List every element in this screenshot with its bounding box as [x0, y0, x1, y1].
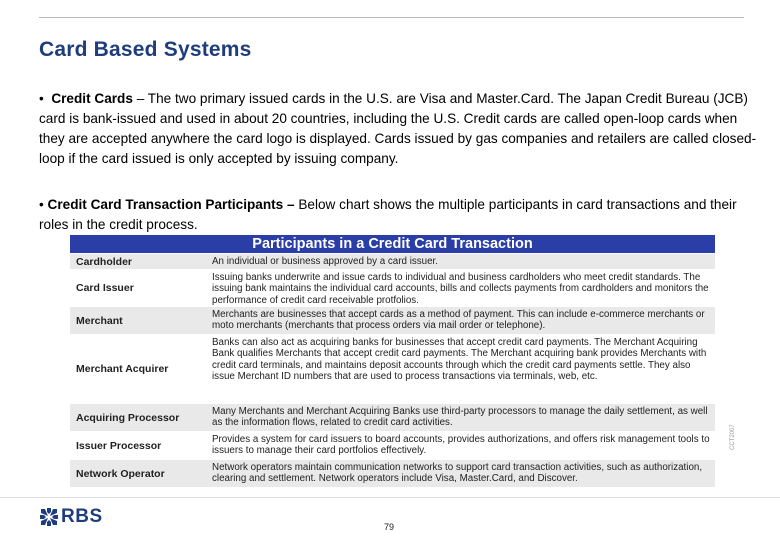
rbs-daisy-wheel-icon — [39, 507, 59, 527]
participant-name: Issuer Processor — [76, 439, 162, 452]
participant-role: Merchants are businesses that accept cards as a method of payment. This can include e-commerce merchants or moto merchants (merchants that process orders via mail order or telephone). — [212, 309, 705, 332]
rbs-logo-text: RBS — [61, 506, 103, 527]
participant-role: Network operators maintain communication networks to support card transaction activities, such as authorization, clearing and settlement. Network operators include Visa, Master.Card, and Discover. — [212, 462, 703, 485]
bullet-credit-cards-lead: Credit Cards — [51, 91, 133, 106]
participant-name: Merchant Acquirer — [76, 363, 169, 375]
bullet-credit-cards-text: – The two primary issued cards in the U.S. are Visa and Master.Card. The Japan Credit Bureau (JCB) card is bank-issued and used in about 20 countries, including the U.S. Credit cards are called open-loop cards when they are accepted anywhere the card logo is displayed. Cards issued by gas companies and retailers are called closed-loop if the card issued is only accepted by issuing company. — [39, 91, 757, 166]
participant-role: Many Merchants and Merchant Acquiring Banks use third-party processors to manage the daily settlement, as well as the information flows, related to credit card activities. — [212, 406, 708, 429]
table-row — [70, 306, 715, 334]
footer-divider — [0, 497, 780, 498]
table-row — [70, 403, 715, 431]
participant-name: Network Operator — [76, 467, 165, 480]
participants-table — [70, 235, 715, 487]
table-row — [70, 459, 715, 487]
bullet-participants-lead: Credit Card Transaction Participants – — [47, 197, 295, 212]
bullet-participants-text: Below chart shows the multiple participants in card transactions and their roles in the credit process. — [39, 197, 737, 232]
page-number: 79 — [384, 522, 395, 532]
bullet-credit-cards: • Credit Cards – The two primary issued cards in the U.S. are Visa and Master.Card. The Japan Credit Bureau (JCB) card is bank-issued and used in about 20 countries, including the U.S. Credit cards are called open-loop cards when they are accepted anywhere the card logo is displayed. Cards issued by gas companies and retailers are called closed-loop if the card issued is only accepted by issuing company. — [39, 91, 757, 166]
table-row — [70, 334, 715, 403]
side-code: CCT2007 — [730, 424, 736, 450]
participant-role: Banks can also act as acquiring banks for businesses that accept credit card payments. The Merchant Acquiring Bank qualifies Merchants that accept credit card payments. The Merchant acquiring bank provides Merchants with credit card terminals, and maintains deposit accounts through which the credit card payments settle. They also issue Merchant ID numbers that are used to process transactions via terminals, web, etc. — [212, 337, 707, 383]
participant-name: Merchant — [76, 314, 123, 327]
participant-name: Cardholder — [76, 255, 133, 268]
participant-name: Card Issuer — [76, 282, 134, 294]
participant-role: Provides a system for card issuers to board accounts, provides authorizations, and offers risk management tools to issuers to manage their card portfolios effectively. — [212, 434, 710, 457]
table-row — [70, 269, 715, 306]
table-row — [70, 431, 715, 459]
rbs-logo — [39, 506, 103, 528]
participant-role: An individual or business approved by a card issuer. — [212, 256, 439, 267]
page-title: Card Based Systems — [39, 38, 252, 61]
participant-name: Acquiring Processor — [76, 411, 180, 424]
top-divider — [39, 17, 744, 18]
table-row — [70, 253, 715, 269]
participants-table-title: Participants in a Credit Card Transaction — [70, 235, 715, 253]
participant-role: Issuing banks underwrite and issue cards to individual and business cardholders who meet credit standards. The issuing bank maintains the individual card accounts, bills and collects payments from cardholders and monitors the performance of credit card receivable protfolios. — [212, 272, 709, 306]
bullet-participants: • Credit Card Transaction Participants – Below chart shows the multiple participants in card transactions and their roles in the credit process. — [39, 197, 737, 232]
